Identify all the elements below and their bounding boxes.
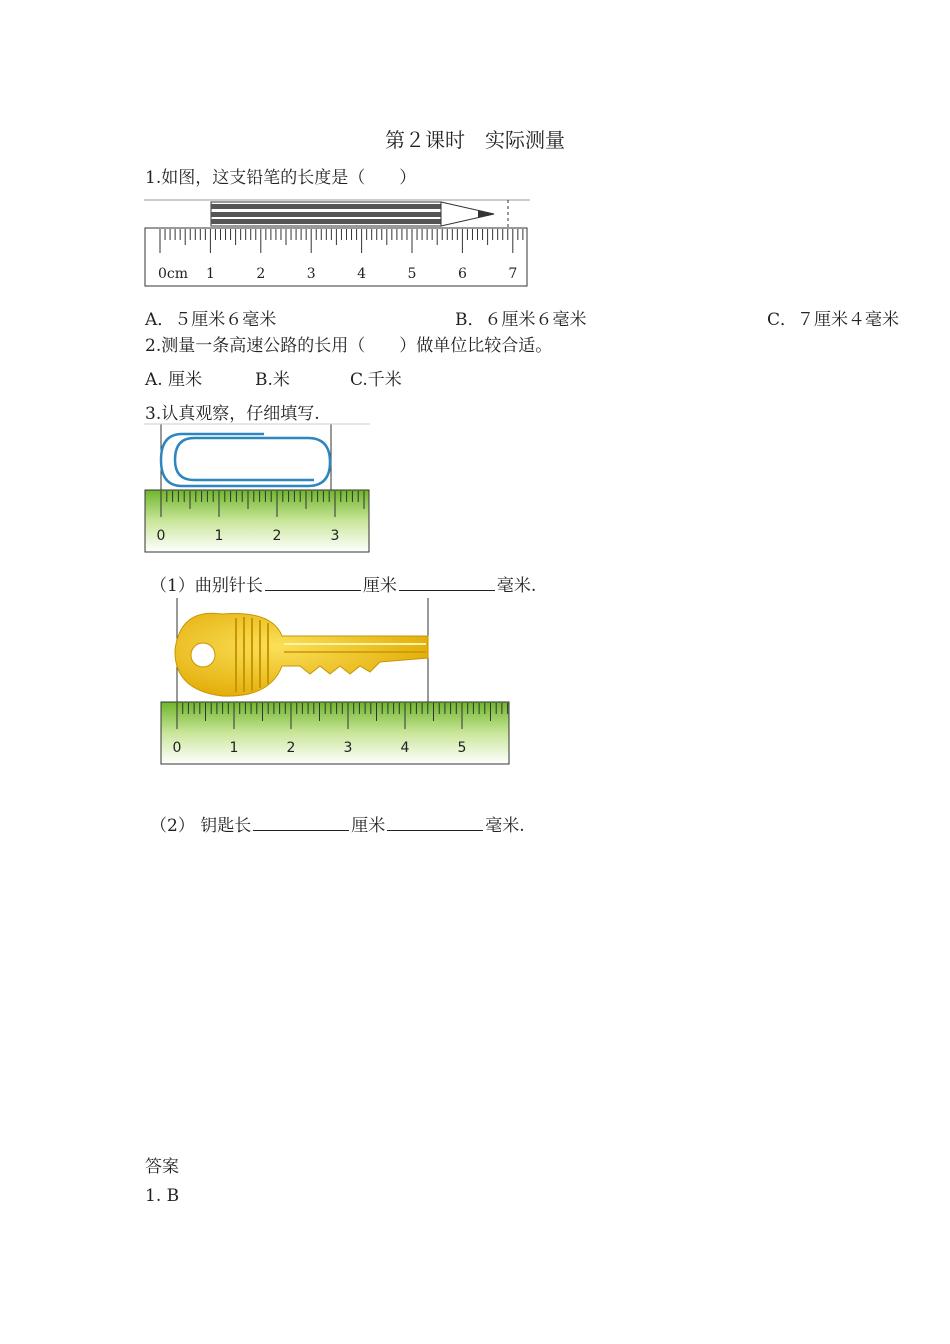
ruler-label: 0 [172,740,182,756]
q3-sub1-mm-blank[interactable] [399,573,495,591]
ruler-label: 3 [306,266,316,282]
ruler-label: 4 [400,740,410,756]
ruler-label: 4 [357,266,367,282]
pencil-ruler-figure [144,198,530,290]
question-3-text: 3.认真观察，仔细填写. [145,404,320,424]
answer-heading: 答案 [145,1157,179,1177]
q3-sub1-line [150,571,536,596]
answer-line-1: 1. B [145,1186,180,1206]
question-1-text: 1.如图，这支铅笔的长度是（ ） [145,168,417,188]
ruler-label: 1 [214,528,224,544]
q1-option-b: B．６厘米６毫米 [455,310,587,330]
q3-sub2-mm-blank[interactable] [387,813,483,831]
question-2-text: 2.测量一条高速公路的长用（ ）做单位比较合适。 [145,336,553,356]
q2-option-c: C.千米 [350,370,402,390]
ruler-label: 0 [156,528,166,544]
ruler-label: 5 [407,266,417,282]
ruler-label: 3 [343,740,353,756]
ruler-label: 2 [286,740,296,756]
q3-sub1-mid: 厘米 [362,576,397,596]
ruler-label: 2 [272,528,282,544]
page-title: 第２课时 实际测量 [385,128,565,152]
paperclip-icon [161,434,330,486]
q3-sub1-prefix: （1）曲别针长 [150,576,263,596]
ruler-label: 3 [330,528,340,544]
q3-sub2-cm-blank[interactable] [253,813,349,831]
q3-sub1-cm-blank[interactable] [265,573,361,591]
q1-option-a: A．５厘米６毫米 [145,310,277,330]
ruler-label: 0cm [158,266,189,282]
ruler-label: 2 [256,266,266,282]
q3-sub2-mid: 厘米 [351,816,386,836]
key-ruler-figure [160,598,512,768]
q3-sub2-suffix: 毫米. [485,816,525,836]
q1-option-c: C．７厘米４毫米 [767,310,900,330]
paperclip-ruler-figure [144,424,370,554]
q2-option-b: B.米 [255,370,290,390]
ruler-label: 1 [229,740,239,756]
q3-sub2-line [150,811,525,836]
ruler-label: 7 [508,266,518,282]
q2-option-a: A. 厘米 [145,370,203,390]
pencil-icon [211,202,494,226]
ruler-label: 1 [205,266,215,282]
ruler-label: 5 [457,740,467,756]
q3-sub2-prefix: （2） 钥匙长 [150,816,252,836]
q3-sub1-suffix: 毫米. [496,576,537,596]
key-icon [175,613,428,696]
ruler-label: 6 [457,266,467,282]
